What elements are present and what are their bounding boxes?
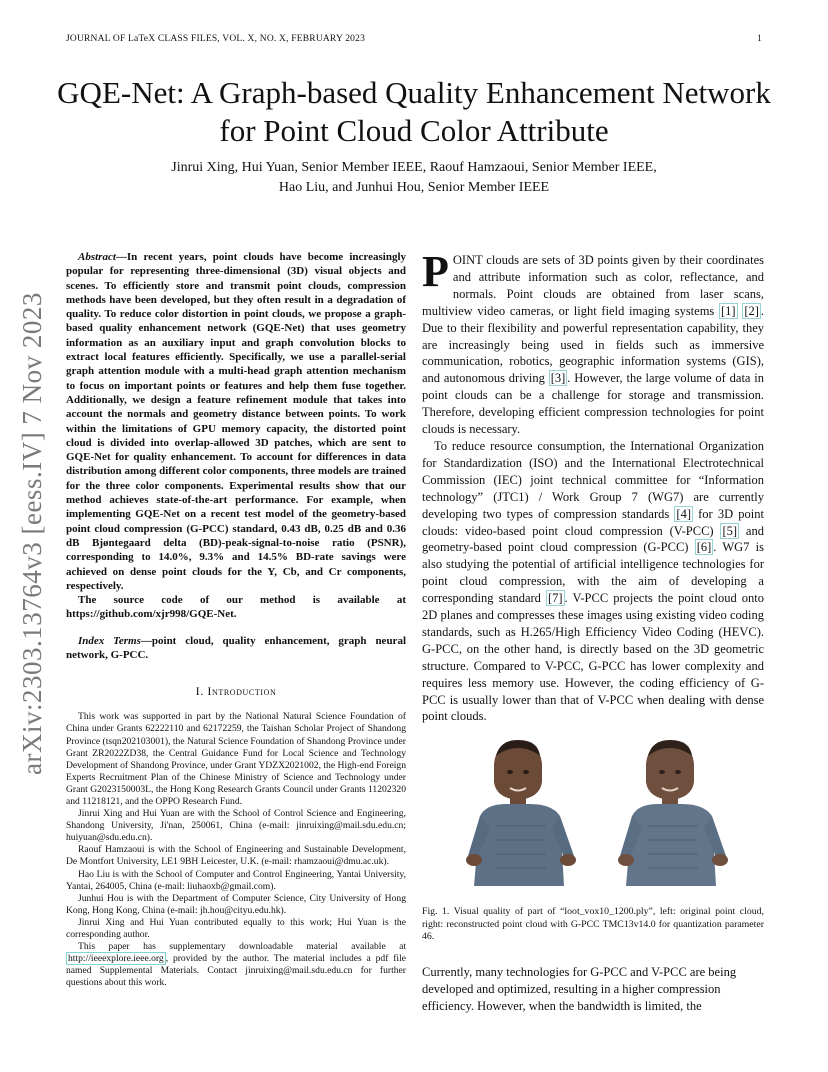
index-terms-text: —point cloud, quality enhancement, graph neural network, G-PCC. [66, 634, 406, 662]
right-column [422, 247, 765, 725]
footnote-affiliation: Jinrui Xing and Hui Yuan are with the School of Control Science and Engineering, Shandong University, Ji'nan, 250061, China (e-mail: jinruixing@mail.sdu.edu.cn; huiyuan@sdu.edu.cn). [66, 808, 406, 844]
page-number: 1 [757, 34, 762, 44]
section-heading: I. Introduction [195, 684, 277, 699]
figure-caption: Fig. 1. Visual quality of part of “loot_vox10_1200.ply”, left: original point cloud, right: reconstructed point cloud with G-PCC TMC13v14.0 for quantization parameter 46. [422, 906, 764, 942]
journal-name: JOURNAL OF LaTeX CLASS FILES, VOL. X, NO. X, FEBRUARY 2023 [66, 34, 366, 44]
footnotes [66, 711, 406, 989]
footnote-affiliation: Raouf Hamzaoui is with the School of Engineering and Sustainable Development, De Montfort University, LE1 9BH Leicester, U.K. (e-mail: rhamzaoui@dmu.ac.uk). [66, 844, 406, 868]
arxiv-stamp: arXiv:2303.13764v3 [eess.IV] 7 Nov 2023 [17, 292, 47, 775]
intro-paragraph-1: POINT clouds are sets of 3D points given by their coordinates and attribute information such as color, reflectance, and normals. Point clouds are obtained from laser scans, multiview video cameras, or light field imaging systems [1] [2] . Due to their flexibility and powerful representation capability, they are increasingly being used in fields such as immersive communication, robotics, geographic information systems (GIS), and autonomous driving [3] . However, the large volume of data in point clouds can be a challenge for storage and transmission. Therefore, developing efficient compression technologies for point clouds is necessary. [422, 247, 765, 437]
index-terms-lead: Index Terms [78, 634, 141, 647]
reconstructed-point-cloud-image [618, 736, 728, 896]
citation-link[interactable]: [7] [547, 591, 563, 606]
footnote-contribution: Jinrui Xing and Hui Yuan contributed equally to this work; Hui Yuan is the corresponding author. [66, 916, 406, 940]
author-list [90, 158, 738, 198]
footnote-supplementary: This paper has supplementary downloadable material available at http://ieeexplore.ieee.org , provided by the author. The material includes a pdf file named Supplemental Materials. Contact jinruixing@mail.sdu.edu.cn for further questions about this work. [66, 941, 406, 989]
abstract [66, 250, 406, 622]
footnote-affiliation: Junhui Hou is with the Department of Computer Science, City University of Hong Kong, Hong Kong, China (e-mail: jh.hou@cityu.edu.hk). [66, 892, 406, 916]
left-column [66, 250, 406, 989]
citation-link[interactable]: [6] [696, 540, 712, 555]
drop-cap: P [422, 247, 449, 296]
citation-link[interactable]: [2] [744, 303, 759, 318]
citation-link[interactable]: [1] [721, 303, 736, 318]
author-line-2: Hao Liu, and Junhui Hou, Senior Member IEEE [278, 180, 550, 195]
footnote-affiliation: Hao Liu is with the School of Computer and Control Engineering, Yantai University, Yantai, 264005, China (e-mail: liuhaoxb@gmail.com). [66, 868, 406, 892]
index-terms [66, 634, 406, 663]
figure-1 [422, 736, 764, 896]
abstract-lead: Abstract [78, 251, 116, 263]
intro-paragraph-2: To reduce resource consumption, the International Organization for Standardization (ISO) and the International Electrotechnical Commission (IEC) joint technical committee for “Information technology” (JTC1) / Work Group 7 (WG7) are currently developing two types of compression standards [4] for 3D point clouds: video-based point cloud compression (V-PCC) [5] and geometry-based point cloud compression (G-PCC) [6] . WG7 is also studying the potential of artificial intelligence technologies for point cloud compression, with the aim of developing a corresponding standard [7] . V-PCC projects the point cloud onto 2D planes and compresses these images using existing video coding standards, such as H.265/High Efficiency Video Coding (HEVC). G-PCC, on the other hand, is directly based on the 3D geometric structure. Compared to V-PCC, G-PCC has lower complexity and requires less memory use. However, the coding efficiency of G-PCC is usually lower than that of V-PCC when dealing with dense point clouds. [422, 438, 765, 724]
author-line-1: Jinrui Xing, Hui Yuan, Senior Member IEEE, Raouf Hamzaoui, Senior Member IEEE, [171, 160, 657, 175]
footnote-funding: This work was supported in part by the National Natural Science Foundation of China under Grants 62222110 and 62172259, the Taishan Scholar Project of Shandong Province (tsqn202103001), the Natural Science Foundation of Shandong Province under Grant ZR2022ZD38, the Central Guidance Fund for Local Science and Technology Development of Shandong Province, under Grant YDZX2021002, the High-end Foreign Experts Recruitment Plan of the Chinese Ministry of Science and Technology under Grant G2023150003L, the Hong Kong Research Grants Council under Grants 11202320 and 11218121, and the OPPO Research Fund. [66, 711, 406, 807]
running-header [66, 34, 762, 44]
citation-link[interactable]: [3] [550, 371, 566, 386]
original-point-cloud-image [466, 736, 576, 896]
paper-title: GQE-Net: A Graph-based Quality Enhancement Network for Point Cloud Color Attribute [57, 75, 771, 148]
source-code-note: The source code of our method is available at https://github.com/xjr998/GQE-Net. [66, 594, 406, 621]
citation-link[interactable]: [4] [676, 506, 691, 521]
citation-link[interactable]: [5] [722, 523, 738, 538]
abstract-text: —In recent years, point clouds have become increasingly popular for representing three-dimensional (3D) visual objects and scenes. To efficiently store and transmit point clouds, compression methods have been developed, but they often result in a degradation of quality. To reduce color distortion in point clouds, we propose a graph-based quality enhancement network (GQE-Net) that uses geometry information as an auxiliary input and graph convolution blocks to extract local features efficiently. Specifically, we use a parallel-serial graph attention module with a multi-head graph attention mechanism to focus on important points or features and help them fuse together. Additionally, we design a feature refinement module that takes into account the normals and geometry distance between points. To work within the limitations of GPU memory capacity, the distorted point cloud is divided into overlap-allowed 3D patches, which are sent to GQE-Net for quality enhancement. To account for differences in data distribution among different color components, three models are trained for the three color components. Experimental results show that our method achieves state-of-the-art performance. For example, when implementing GQE-Net on a recent test model of the geometry-based point cloud compression (G-PCC) standard, 0.43 dB, 0.25 dB and 0.36 dB Bjøntegaard delta (BD)-peak-signal-to-noise ratio (PSNR), corresponding to 14.0%, 9.3% and 14.5% BD-rate savings were achieved on dense point clouds for the Y, Cb, and Cr components, respectively. [66, 251, 406, 592]
ieee-link[interactable]: http://ieeexplore.ieee.org [68, 953, 164, 965]
intro-paragraph-3: Currently, many technologies for G-PCC and V-PCC are being developed and optimized, resulting in a higher compression efficiency. However, when the bandwidth is limited, the [422, 965, 737, 1013]
